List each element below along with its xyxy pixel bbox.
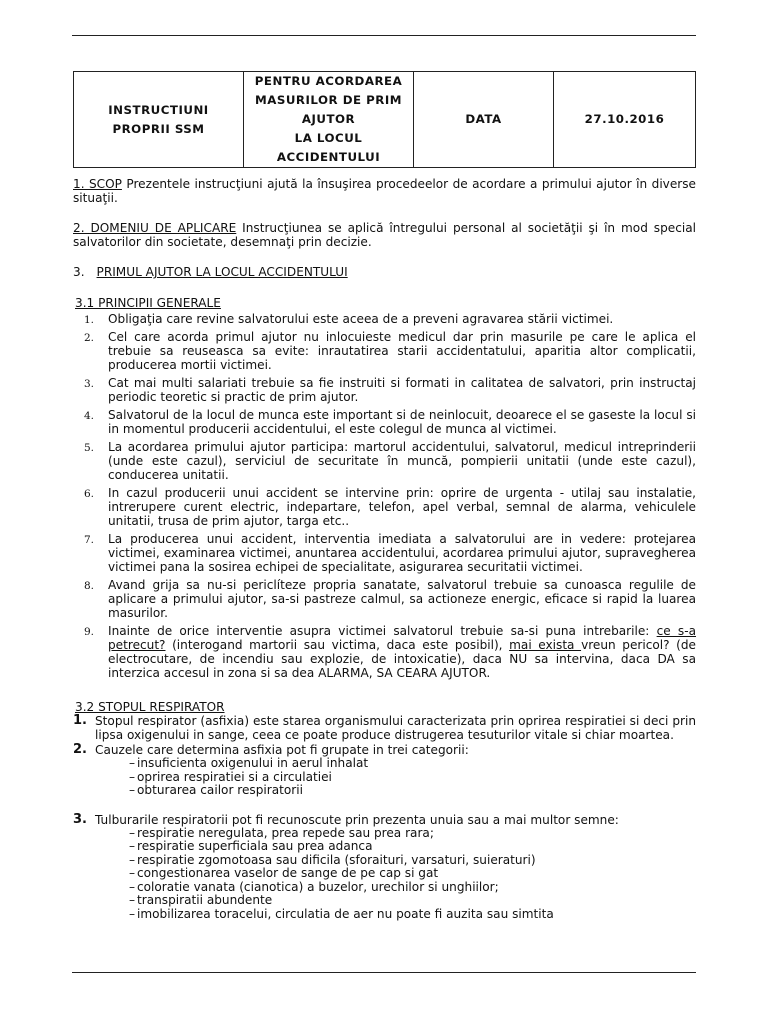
header-subject [244,72,414,168]
question-danger: mai exista [509,638,582,652]
list-item [73,376,696,404]
item-text: Stopul respirator (asfixia) este starea organismului caracterizata prin oprirea respiratiei si deci prin lipsa oxigenului in sange, ceea ce poate produce distrugerea tesuturilor vitale si chiar moartea. [95,714,696,742]
item-text: Salvatorul de la locul de munca este important si de neinlocuit, deoarece el se gaseste la locul si in momentul producerii accidentului, el este colegul de munca al victimei. [108,408,696,436]
item-text: coloratie vanata (cianotica) a buzelor, urechilor si unghiilor; [137,879,499,894]
dash-bullet: – [129,825,136,840]
item-number: 4. [84,410,95,422]
item-text: respiratie neregulata, prea repede sau prea rara; [137,825,434,840]
list-item [73,312,696,326]
item-number: 3. [84,378,95,390]
item-number: 2. [73,742,87,757]
list-item [73,784,696,798]
item-number: 2. [84,332,95,344]
item-number: 1. [73,713,87,728]
header-instructiuni [74,72,244,168]
bottom-rule [72,972,696,973]
item-text: Cel care acorda primul ajutor nu inlocuieste medicul dar prin masurile pe care le aplica el trebuie sa reuseasca sa evite: inrautatirea starii accidentatului, aparitia altor complicatii, producerea mortii victimei. [108,330,696,372]
scop-paragraph [73,177,696,205]
principii-list [73,312,696,680]
list-item [73,894,696,908]
dash-bullet: – [129,839,136,853]
document-body [73,177,696,921]
header-col2-line1: PENTRU ACORDAREA [254,74,403,88]
list-item [73,840,696,854]
item-text: respiratie zgomotoasa sau dificila (sforaituri, varsaturi, suieraturi) [137,852,536,867]
dash-bullet: – [129,852,136,867]
domeniu-text: Instrucţiunea se aplică întregului personal al societăţii şi în mod special salvatorilor din societate, desemnaţi prin decizie. [73,221,696,249]
list-item [73,624,696,680]
item-number: 5. [84,442,95,454]
header-col2-line3: LA LOCUL ACCIDENTULUI [276,131,381,164]
item-text: obturarea cailor respiratorii [137,783,303,797]
list-item [73,827,696,841]
item-text: insuficienta oxigenului in aerul inhalat [137,756,369,770]
item-text: La producerea unui accident, interventia imediata a salvatorului are in vedere: protejarea victimei, examinarea victimei, anuntarea accidentului, acordarea primului ajutor, supravegherea victimei pana la sosirea echipei de specialitate, asigurarea securitatii victimei. [108,532,696,574]
dash-bullet: – [129,783,136,797]
item-number: 8. [84,580,95,592]
scop-text: Prezentele instrucţiuni ajută la însuşirea procedeelor de acordare a primului ajutor în diverse situaţii. [73,177,696,205]
stopul-list [73,714,696,757]
item-text: imobilizarea toracelui, circulatia de aer nu poate fi auzita sau simtita [137,906,554,921]
question-what-happened: ce s-a petrecut? [108,624,696,652]
item-text: Cauzele care determina asfixia pot fi grupate in trei categorii: [95,743,469,757]
stopul-title: 3.2 STOPUL RESPIRATOR [75,700,225,714]
section3-heading [73,265,696,279]
header-col2-line2: MASURILOR DE PRIM AJUTOR [254,93,403,126]
item-text: oprirea respiratiei si a circulatiei [137,769,332,784]
scop-label: 1. SCOP [73,177,122,191]
list-item [73,867,696,881]
top-rule [72,35,696,36]
list-item [73,743,696,757]
dash-bullet: – [129,879,136,894]
principii-title: 3.1 PRINCIPII GENERALE [75,296,221,310]
header-date: 27.10.2016 [554,72,696,168]
section3-title: PRIMUL AJUTOR LA LOCUL ACCIDENTULUI [96,265,348,279]
list-item [73,408,696,436]
item-text-part1: Inainte de orice interventie asupra victimei salvatorul trebuie sa-si puna intrebarile: [108,624,657,638]
list-item [73,714,696,742]
item-text: congestionarea vaselor de sange de pe cap si gat [137,866,439,880]
dash-bullet: – [129,906,136,921]
dash-bullet: – [129,769,136,784]
item-number: 7. [84,534,95,546]
list-item [73,908,696,922]
item-text: respiratie superficiala sau prea adanca [137,839,373,853]
item-text: Obligaţia care revine salvatorului este aceea de a preveni agravarea stării victimei. [108,312,614,326]
domeniu-label: 2. DOMENIU DE APLICARE [73,221,237,235]
item-text-part2: (interogand martorii sau victima, daca este posibil), [165,638,510,652]
item-text: Tulburarile respiratorii pot fi recunoscute prin prezenta unuia sau a mai multor semne: [95,812,619,827]
list-item [73,854,696,868]
list-item [73,813,696,827]
section3-number: 3. [73,265,85,279]
asfixia-causes-list [73,757,696,798]
list-item [73,330,696,372]
list-item [73,486,696,528]
item-text: transpiratii abundente [137,893,273,907]
header-col1-line1: INSTRUCTIUNI [108,102,209,117]
item-number: 9. [84,626,95,638]
item-text: Avand grija sa nu-si periclíteze propria sanatate, salvatorul trebuie sa cunoasca regulile de aplicare a primului ajutor, sa-si pastreze calmul, sa actioneze energic, eficace si rapid la luarea masurilor. [108,578,696,620]
dash-bullet: – [129,756,136,770]
list-item [73,757,696,771]
item-number: 6. [84,488,95,500]
item-text: La acordarea primului ajutor participa: martorul accidentului, salvatorul, medicul intreprinderii (unde este cazul), serviciul de securitate în muncă, pompierii unitatii (unde este cazul), conducerea unitatii. [108,440,696,482]
item-text: In cazul producerii unui accident se intervine prin: oprire de urgenta - utilaj sau instalatie, intrerupere curent electric, indepartare, telefon, apel verbal, semnal de alarma, vehiculele unitatii, trusa de prim ajutor, targa etc.. [108,486,696,528]
stopul-list-2 [73,813,696,827]
list-item [73,881,696,895]
dash-bullet: – [129,893,136,907]
respiratory-signs-list [73,827,696,922]
list-item [73,771,696,785]
list-item [73,440,696,482]
list-item [73,532,696,574]
item-number: 1. [84,314,95,326]
dash-bullet: – [129,866,136,880]
list-item [73,578,696,620]
item-text: Cat mai multi salariati trebuie sa fie instruiti si formati in calitatea de salvatori, prin instructaj periodic teoretic si practic de prim ajutor. [108,376,696,404]
header-table [73,71,696,168]
header-col1-line2: PROPRII SSM [112,121,205,136]
item-text-part3: vreun pericol? (de electrocutare, de incendiu sau explozie, de intoxicatie), daca NU sa intervina, daca DA sa interzica accesul in zona si sa dea ALARMA, SA CEARA AJUTOR. [108,638,696,680]
header-data-label: DATA [414,72,554,168]
domeniu-paragraph [73,221,696,249]
item-number: 3. [73,811,87,827]
